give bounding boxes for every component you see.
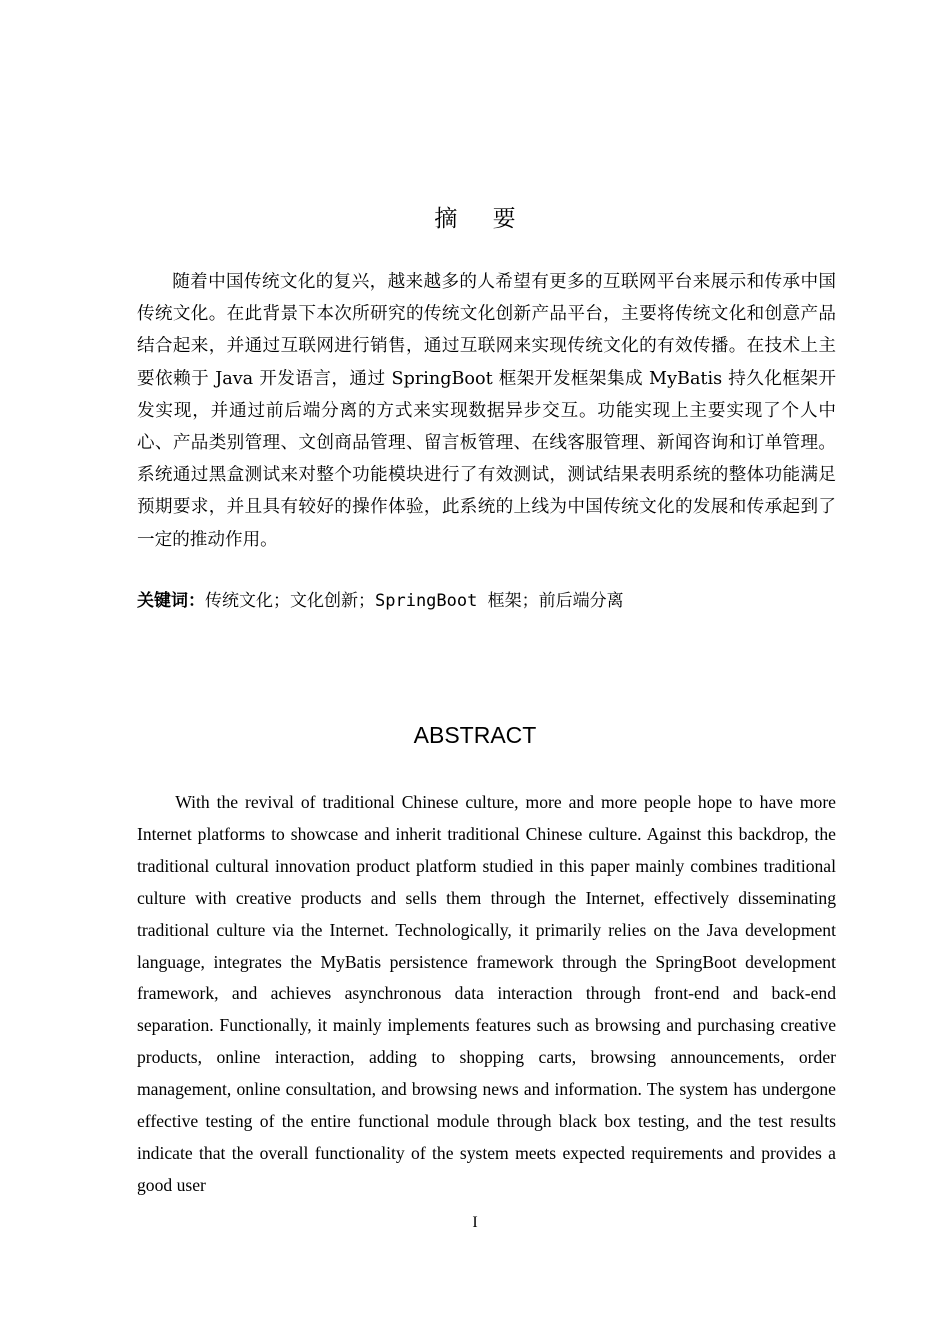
page-number: I	[472, 1214, 478, 1231]
keywords-label: 关键词：	[137, 591, 205, 611]
chinese-keywords	[137, 589, 836, 613]
keywords-text: 传统文化；文化创新；SpringBoot 框架；前后端分离	[205, 591, 624, 611]
chinese-abstract-body: 随着中国传统文化的复兴，越来越多的人希望有更多的互联网平台来展示和传承中国传统文化。在此背景下本次所研究的传统文化创新产品平台，主要将传统文化和创意产品结合起来，并通过互联网进行销售，通过互联网来实现传统文化的有效传播。在技术上主要依赖于 Java 开发语言，通过 SpringBoot 框架开发框架集成 MyBatis 持久化框架开发实现，并通过前后端分离的方式来实现数据异步交互。功能实现上主要实现了个人中心、产品类别管理、文创商品管理、留言板管理、在线客服管理、新闻咨询和订单管理。系统通过黑盒测试来对整个功能模块进行了有效测试，测试结果表明系统的整体功能满足预期要求，并且具有较好的操作体验，此系统的上线为中国传统文化的发展和传承起到了一定的推动作用。	[137, 272, 836, 550]
english-abstract-title: ABSTRACT	[413, 722, 537, 748]
english-abstract-body: With the revival of traditional Chinese culture, more and more people hope to have more Internet platforms to showcase and inherit traditional Chinese culture. Against this backdrop, the traditional cultural innovation product platform studied in this paper mainly combines traditional culture with creative products and sells them through the Internet, effectively disseminating traditional culture via the Internet. Technologically, it primarily relies on the Java development language, integrates the MyBatis persistence framework through the SpringBoot development framework, and achieves asynchronous data interaction through front-end and back-end separation. Functionally, it mainly implements features such as browsing and purchasing creative products, online interaction, adding to shopping carts, browsing announcements, order management, online consultation, and browsing news and information. The system has undergone effective testing of the entire functional module through black box testing, and the test results indicate that the overall functionality of the system meets expected requirements and provides a good user	[137, 792, 836, 1195]
chinese-abstract-title: 摘 要	[434, 206, 530, 232]
